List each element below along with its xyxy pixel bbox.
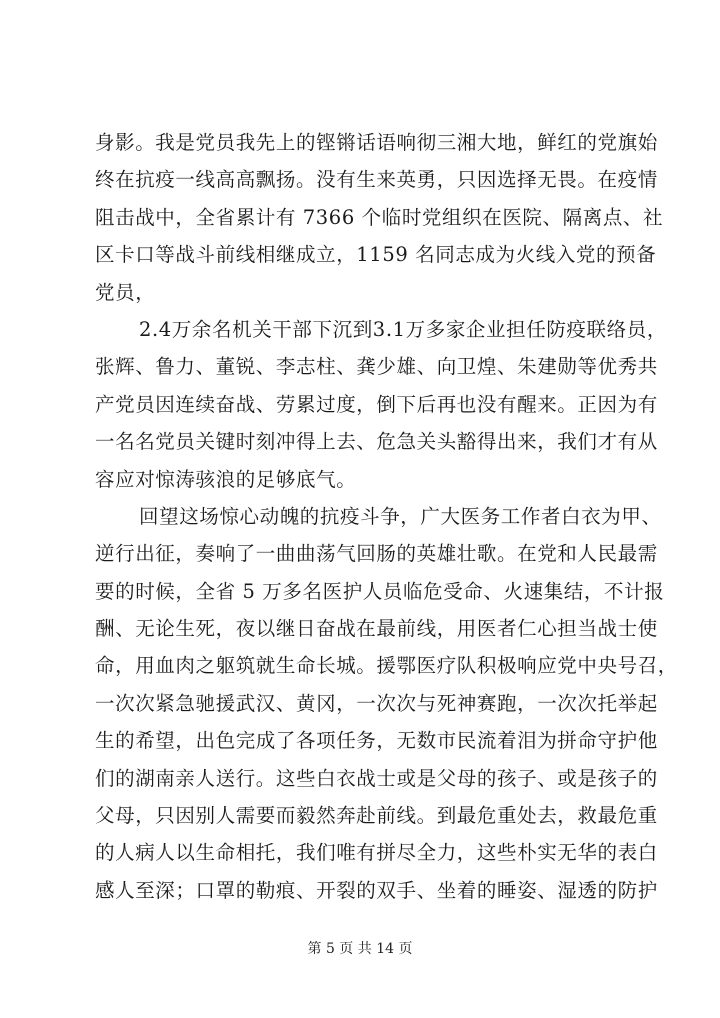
text-line: 容应对惊涛骇浪的足够底气。 [95,467,357,491]
text-line: 的人病人以生命相托，我们唯有拼尽全力，这些朴实无华的表白 [95,841,658,865]
text-line: 阻击战中，全省累计有 7366 个临时党组织在医院、隔离点、社 [95,205,664,229]
text-line: 党员， [95,280,156,304]
text-line: 命，用血肉之躯筑就生命长城。援鄂医疗队积极响应党中央号召， [95,654,678,678]
text-line: 要的时候，全省 5 万多名医护人员临危受命、火速集结，不计报 [95,579,665,603]
text-line: 一名名党员关键时刻冲得上去、危急关头豁得出来，我们才有从 [95,430,658,454]
text-line: 父母，只因别人需要而毅然奔赴前线。到最危重处去，救最危重 [95,804,658,828]
text-line: 区卡口等战斗前线相继成立，1159 名同志成为火线入党的预备 [95,243,657,267]
text-line: 张辉、鲁力、董锐、李志柱、龚少雄、向卫煌、朱建勋等优秀共 [95,355,658,379]
text-line: 们的湖南亲人送行。这些白衣战士或是父母的孩子、或是孩子的 [95,766,658,790]
text-line: 感人至深；口罩的勒痕、开裂的双手、坐着的睡姿、湿透的防护 [95,878,658,902]
body-text [95,124,678,909]
paragraph-start-line: 2.4万余名机关干部下沉到3.1万多家企业担任防疫联络员， [139,317,667,341]
paragraph-start-line: 回望这场惊心动魄的抗疫斗争，广大医务工作者白衣为甲、 [139,504,662,528]
text-line: 逆行出征，奏响了一曲曲荡气回肠的英雄壮歌。在党和人民最需 [95,542,658,566]
text-line: 终在抗疫一线高高飘扬。没有生来英勇，只因选择无畏。在疫情 [95,168,658,192]
text-line: 酬、无论生死，夜以继日奋战在最前线，用医者仁心担当战士使 [95,617,658,641]
text-line: 一次次紧急驰援武汉、黄冈，一次次与死神赛跑，一次次托举起 [95,691,658,715]
text-line: 产党员因连续奋战、劳累过度，倒下后再也没有醒来。正因为有 [95,392,658,416]
text-line: 身影。我是党员我先上的铿锵话语响彻三湘大地，鲜红的党旗始 [95,131,658,154]
page-number-footer: 第 5 页 共 14 页 [307,941,413,957]
text-line: 生的希望，出色完成了各项任务，无数市民流着泪为拼命守护他 [95,729,658,753]
